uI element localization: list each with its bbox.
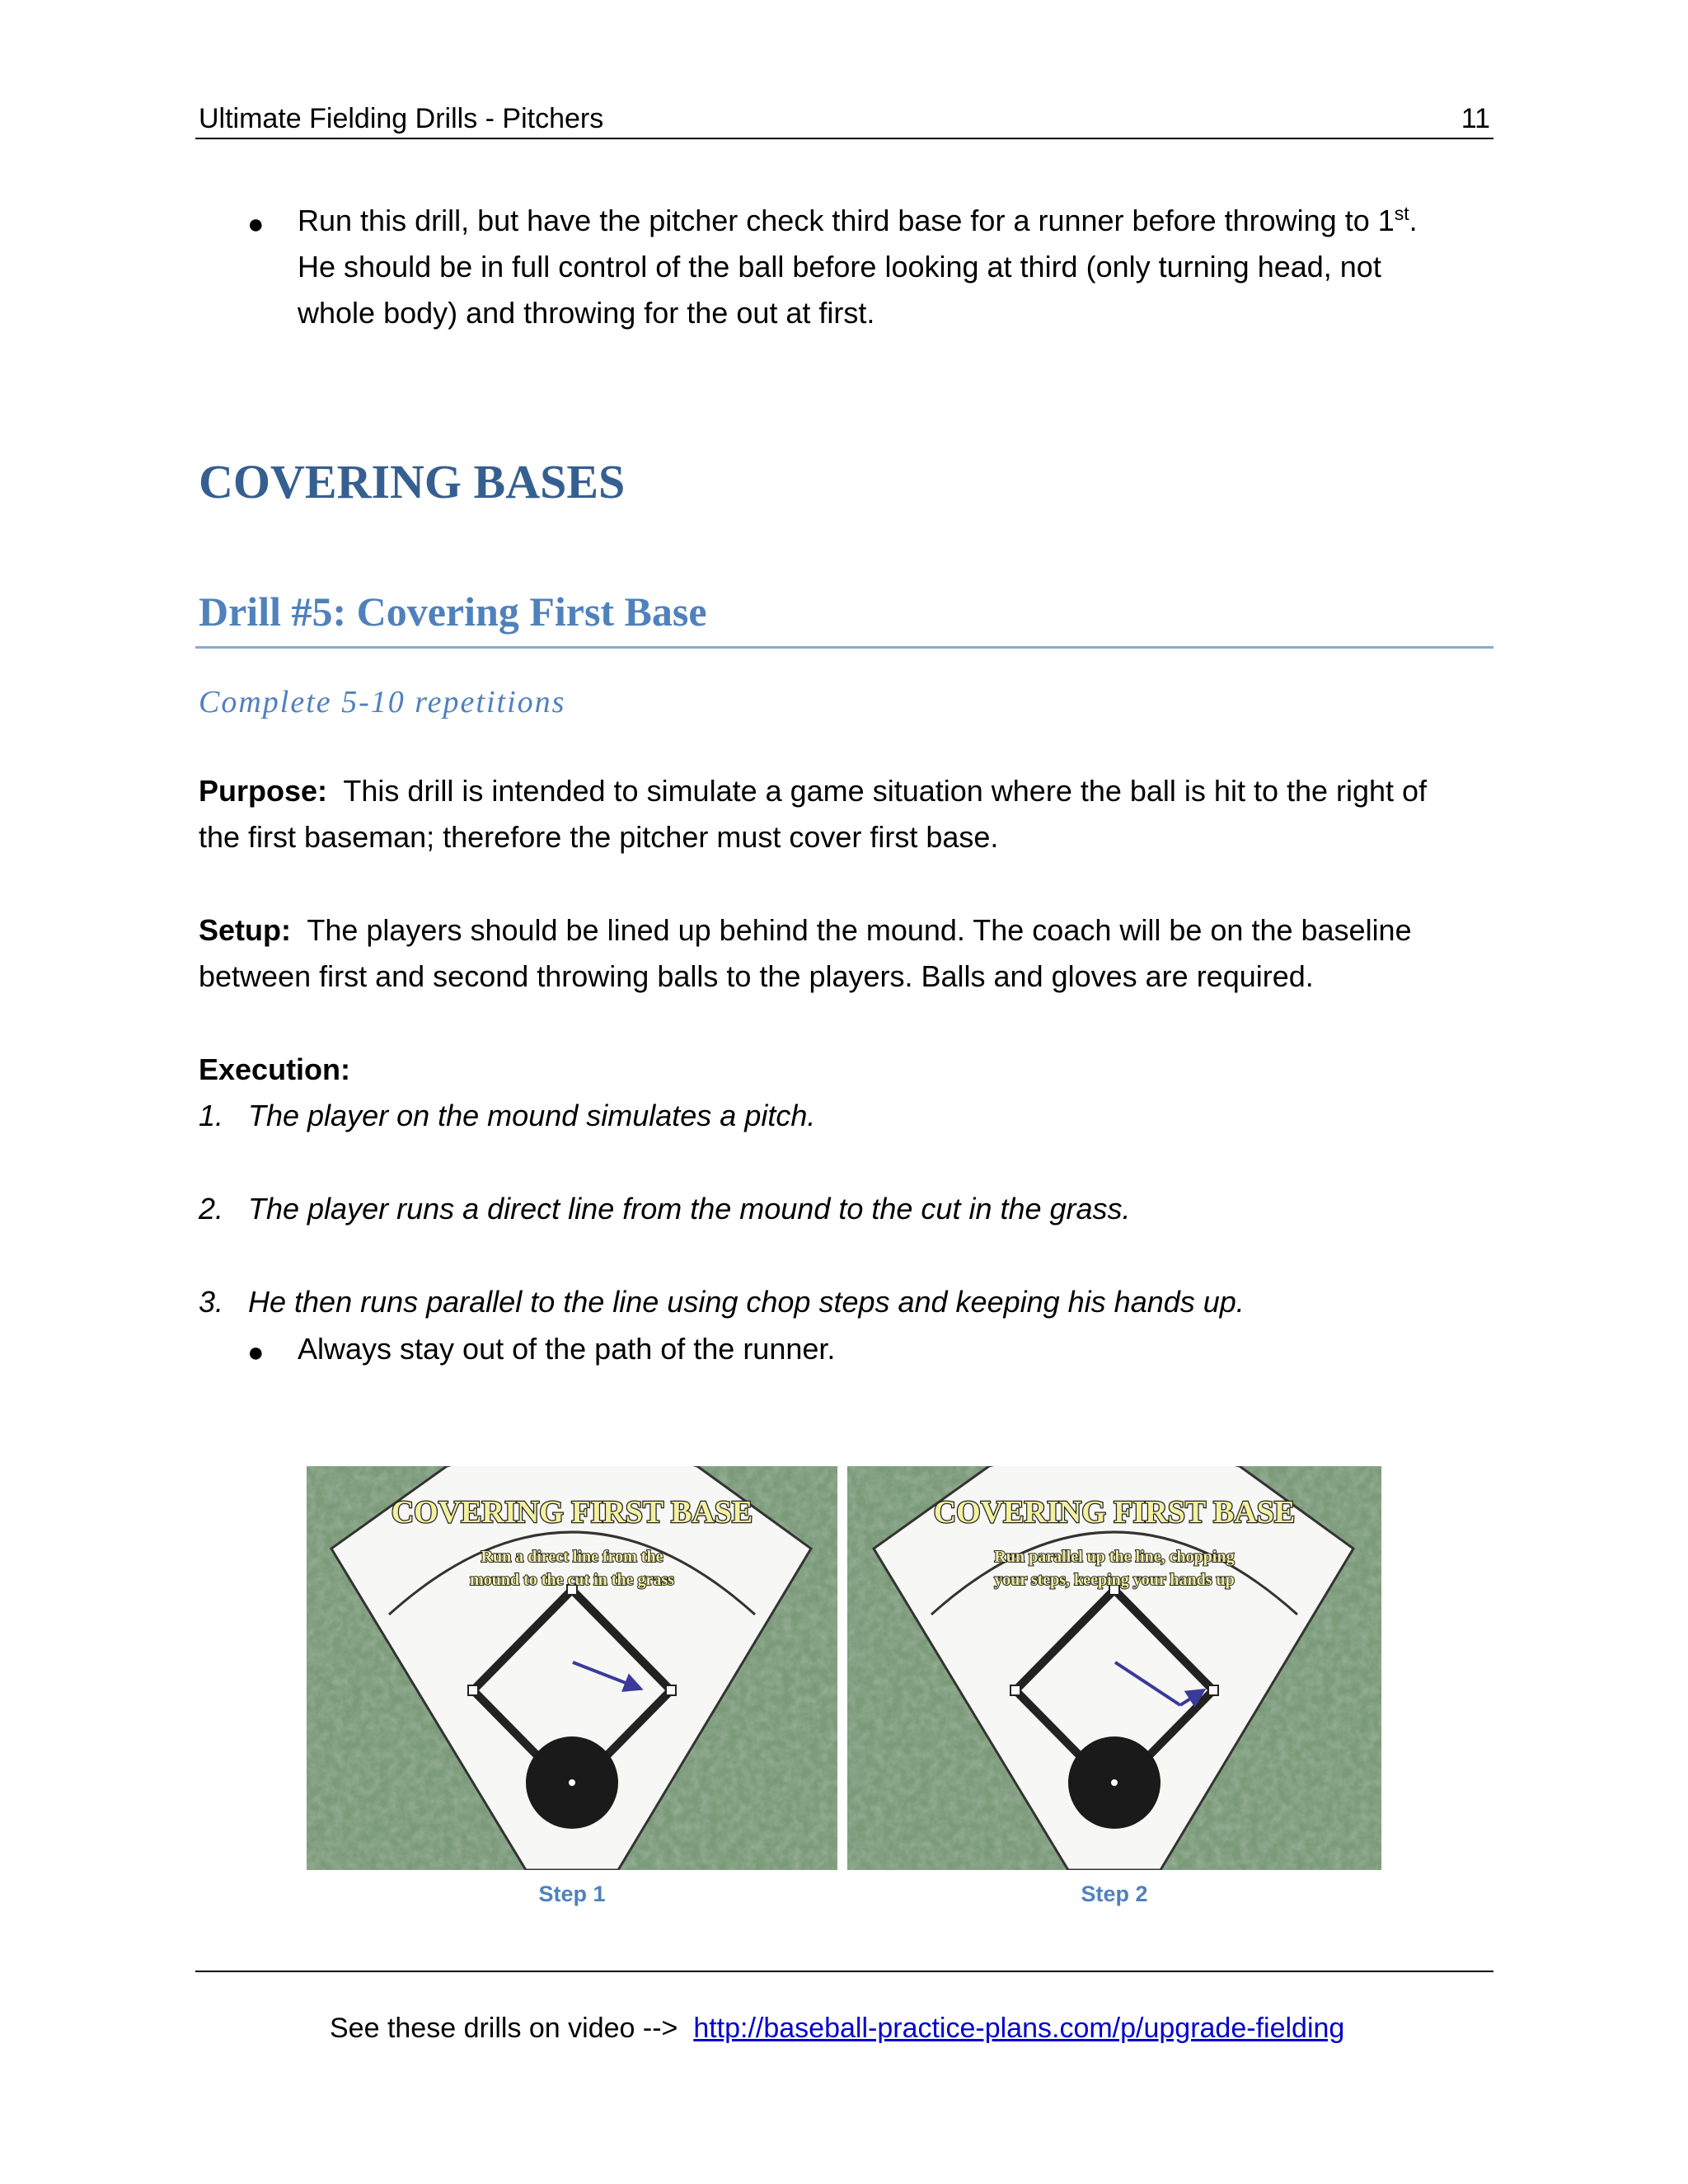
purpose-line-1	[199, 768, 1427, 814]
footer-text: See these drills on video -->	[330, 2013, 678, 2044]
figure-caption-line-2: your steps, keeping your hands up	[994, 1571, 1235, 1589]
figure-caption-line-1: Run parallel up the line, chopping	[994, 1548, 1235, 1566]
figure-caption-line-2: mound to the cut in the grass	[470, 1571, 674, 1589]
step-text: The player on the mound simulates a pitch.	[248, 1099, 816, 1132]
upgrade-fielding-link[interactable]: http://baseball-practice-plans.com/p/upgrade-fielding	[693, 2013, 1345, 2044]
field-diagram-2	[847, 1466, 1381, 1870]
drill-title-underline	[195, 646, 1493, 649]
setup-line-1	[199, 907, 1412, 954]
header-divider	[195, 138, 1493, 139]
intro-bullet-line-2: He should be in full control of the ball before looking at third (only turning head, not	[298, 250, 1381, 284]
setup-label: Setup:	[199, 913, 291, 947]
section-title: COVERING BASES	[199, 455, 626, 509]
purpose-label: Purpose:	[199, 774, 328, 808]
intro-bullet-line-3: whole body) and throwing for the out at first.	[298, 296, 875, 330]
setup-line-2: between first and second throwing balls to the players. Balls and gloves are required.	[199, 959, 1314, 993]
execution-label: Execution:	[199, 1052, 351, 1086]
step-3-bullet: Always stay out of the path of the runner.	[298, 1332, 836, 1366]
footer	[330, 2008, 1344, 2049]
figure-step-1	[307, 1466, 837, 1870]
intro-text: Run this drill, but have the pitcher check third base for a runner before throwing to 1	[298, 204, 1395, 237]
purpose-text: This drill is intended to simulate a game situation where the ball is hit to the right of	[343, 774, 1428, 808]
footer-divider	[195, 1971, 1493, 1972]
step-text: He then runs parallel to the line using chop steps and keeping his hands up.	[248, 1285, 1245, 1319]
drill-subtitle: Complete 5-10 repetitions	[199, 685, 566, 719]
figure-step-2	[847, 1466, 1381, 1870]
drill-title: Drill #5: Covering First Base	[199, 588, 707, 635]
purpose-line-2: the first baseman; therefore the pitcher must cover first base.	[199, 820, 999, 854]
bullet-marker: ●	[247, 1337, 265, 1368]
step-number: 3.	[199, 1285, 224, 1319]
figure-banner: COVERING FIRST BASE	[391, 1495, 753, 1530]
header-title: Ultimate Fielding Drills - Pitchers	[199, 103, 604, 134]
field-diagram-1	[307, 1466, 837, 1870]
intro-bullet-line-1	[298, 198, 1418, 244]
step-number: 1.	[199, 1099, 224, 1132]
page-number: 11	[1461, 103, 1490, 134]
intro-period: .	[1409, 204, 1418, 237]
setup-text: The players should be lined up behind the mound. The coach will be on the baseline	[307, 913, 1412, 947]
figure-banner: COVERING FIRST BASE	[933, 1495, 1296, 1530]
step-number: 2.	[199, 1192, 224, 1226]
ordinal-superscript: st	[1394, 203, 1409, 224]
figure-label-step-1: Step 1	[538, 1882, 606, 1906]
bullet-marker: ●	[247, 209, 265, 240]
figure-label-step-2: Step 2	[1081, 1882, 1148, 1906]
figure-caption-line-1: Run a direct line from the	[481, 1548, 663, 1566]
step-text: The player runs a direct line from the mound to the cut in the grass.	[248, 1192, 1131, 1226]
